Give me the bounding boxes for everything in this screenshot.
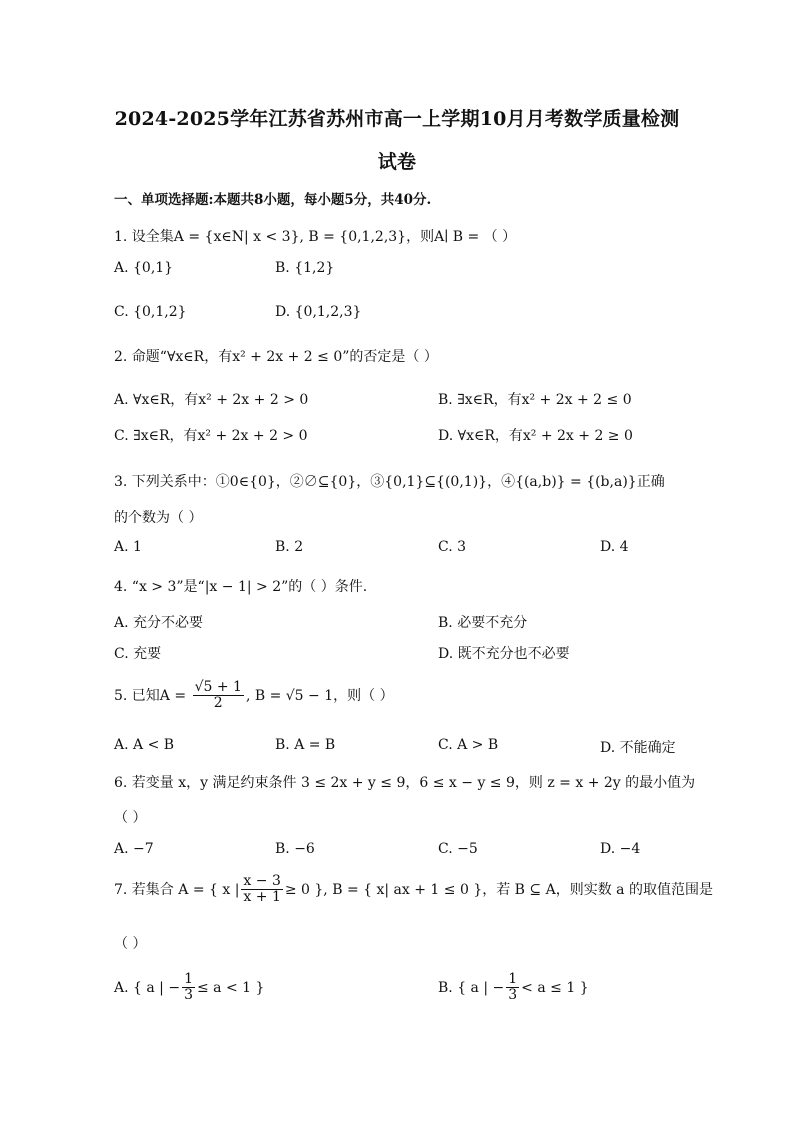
question-5-option-d: D. 不能确定 bbox=[600, 740, 676, 756]
question-7-stem bbox=[114, 874, 713, 906]
question-7-option-b bbox=[438, 972, 589, 1004]
question-7-fraction bbox=[241, 874, 282, 906]
question-5-fraction-denominator: 2 bbox=[213, 695, 223, 712]
question-5-suffix: , B = √5 − 1，则（ ） bbox=[245, 687, 394, 704]
exam-title-line1: 2024-2025学年江苏省苏州市高一上学期10月月考数学质量检测 bbox=[114, 108, 680, 130]
question-1-option-d: D. {0,1,2,3} bbox=[275, 304, 362, 320]
question-3-option-b: B. 2 bbox=[275, 539, 304, 555]
question-7-option-b-suffix: < a ≤ 1 } bbox=[521, 979, 589, 996]
question-7-option-a-numerator: 1 bbox=[184, 971, 193, 987]
question-5-stem bbox=[114, 680, 394, 712]
question-7-option-b-numerator: 1 bbox=[508, 971, 518, 987]
question-7-option-a-denominator: 3 bbox=[184, 987, 193, 1004]
question-1-option-a: A. {0,1} bbox=[114, 260, 174, 276]
question-4-option-d: D. 既不充分也不必要 bbox=[438, 646, 570, 662]
question-2-option-a: A. ∀x∈R，有x² + 2x + 2 > 0 bbox=[114, 392, 309, 408]
question-2-option-d: D. ∀x∈R，有x² + 2x + 2 ≥ 0 bbox=[438, 428, 633, 444]
question-5-option-b: B. A = B bbox=[275, 737, 336, 753]
question-3-stem-line2: 的个数为（ ） bbox=[114, 510, 203, 526]
question-6-stem: 6. 若变量 x，y 满足约束条件 3 ≤ 2x + y ≤ 9，6 ≤ x − y ≤ 9，则 z = x + 2y 的最小值为 bbox=[114, 775, 696, 791]
question-7-suffix: ≥ 0 }, B = { x| ax + 1 ≤ 0 }，若 B ⊆ A，则实数 a 的取值范围是 bbox=[284, 881, 713, 898]
question-3-option-c: C. 3 bbox=[438, 539, 467, 555]
question-1-option-b: B. {1,2} bbox=[275, 260, 335, 276]
section-heading: 一、单项选择题:本题共8小题，每小题5分，共40分. bbox=[114, 192, 432, 208]
question-3-stem: 3. 下列关系中：①0∈{0}，②∅⊆{0}，③{0,1}⊆{(0,1)}，④{(a,b)} = {(b,a)}正确 bbox=[114, 474, 665, 490]
exam-title-line2: 试卷 bbox=[377, 151, 417, 173]
question-5-fraction-numerator: √5 + 1 bbox=[194, 679, 242, 695]
question-7-fraction-denominator: x + 1 bbox=[243, 889, 281, 906]
question-6-option-b: B. −6 bbox=[275, 841, 315, 857]
question-7-fraction-numerator: x − 3 bbox=[243, 873, 281, 889]
question-6-option-c: C. −5 bbox=[438, 841, 478, 857]
question-5-prefix: 5. 已知A = bbox=[114, 687, 191, 704]
question-7-option-b-denominator: 3 bbox=[508, 987, 518, 1004]
question-3-option-d: D. 4 bbox=[600, 539, 629, 555]
question-7-stem-line2: （ ） bbox=[114, 936, 147, 952]
question-7-option-a bbox=[114, 972, 264, 1004]
question-4-option-c: C. 充要 bbox=[114, 646, 162, 662]
question-5-fraction bbox=[193, 680, 244, 712]
question-4-stem: 4. “x > 3”是“|x − 1| > 2”的（ ）条件. bbox=[114, 579, 368, 595]
question-5-option-c: C. A > B bbox=[438, 737, 499, 753]
question-4-option-a: A. 充分不必要 bbox=[114, 615, 204, 631]
question-7-option-a-suffix: ≤ a < 1 } bbox=[196, 979, 265, 996]
question-2-option-b: B. ∃x∈R，有x² + 2x + 2 ≤ 0 bbox=[438, 392, 632, 408]
question-1-option-c: C. {0,1,2} bbox=[114, 304, 187, 320]
question-7-prefix: 7. 若集合 A = { x | bbox=[114, 881, 240, 898]
question-7-option-b-fraction bbox=[506, 972, 519, 1004]
question-6-option-a: A. −7 bbox=[114, 841, 154, 857]
question-2-option-c: C. ∃x∈R，有x² + 2x + 2 > 0 bbox=[114, 428, 308, 444]
question-1-stem: 1. 设全集A = {x∈N| x < 3}, B = {0,1,2,3}，则A∣ B = （ ） bbox=[114, 229, 517, 245]
question-7-option-a-fraction bbox=[182, 972, 195, 1004]
question-7-option-b-prefix: B. { a | − bbox=[438, 979, 505, 996]
question-6-option-d: D. −4 bbox=[600, 841, 641, 857]
question-5-option-a: A. A < B bbox=[114, 737, 175, 753]
question-6-stem-line2: （ ） bbox=[114, 810, 147, 826]
question-4-option-b: B. 必要不充分 bbox=[438, 615, 528, 631]
question-7-option-a-prefix: A. { a | − bbox=[114, 979, 181, 996]
question-3-option-a: A. 1 bbox=[114, 539, 142, 555]
question-2-stem: 2. 命题“∀x∈R，有x² + 2x + 2 ≤ 0”的否定是（ ） bbox=[114, 349, 438, 365]
